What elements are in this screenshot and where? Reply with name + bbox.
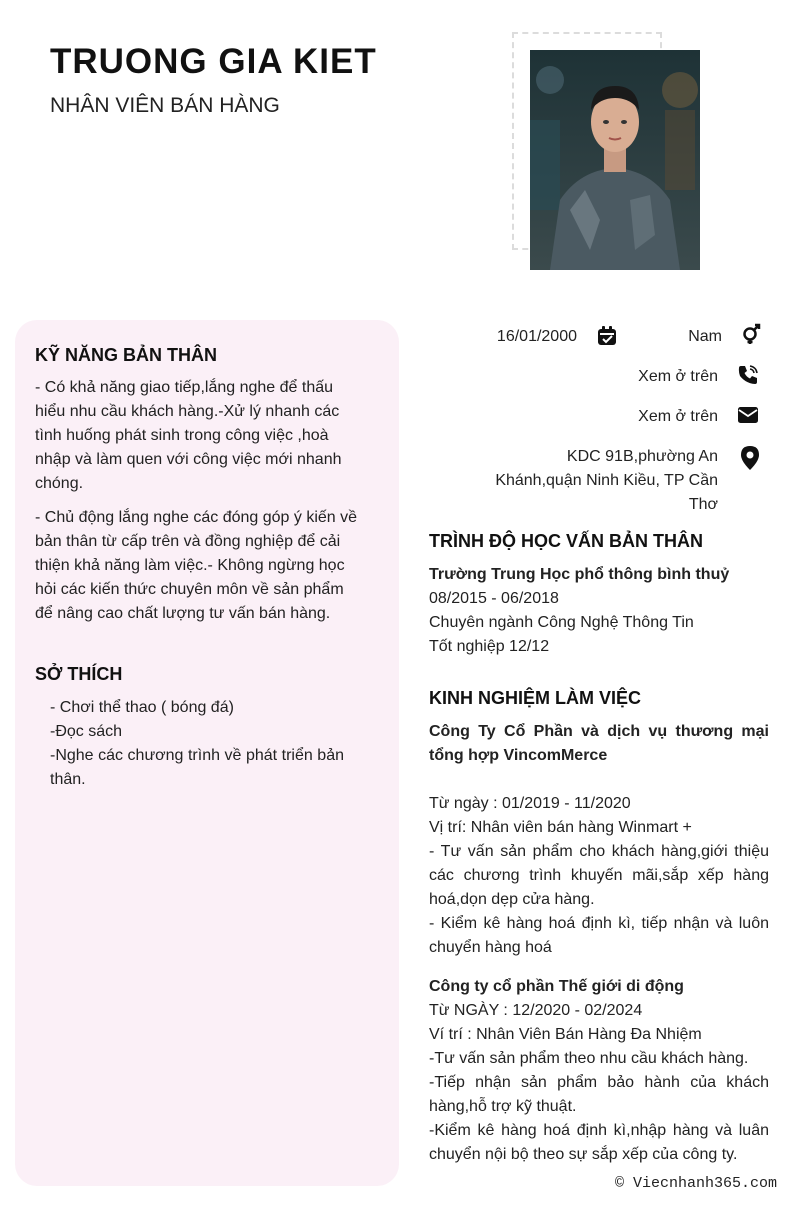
job-duty: -Tiếp nhận sản phẩm bảo hành của khách hàng,hỗ trợ kỹ thuật.	[429, 1074, 769, 1115]
candidate-name: TRUONG GIA KIET	[50, 42, 377, 81]
calendar-icon	[596, 325, 618, 347]
profile-photo	[530, 50, 700, 270]
education-graduation: Tốt nghiệp 12/12	[429, 638, 550, 655]
job-duty: - Tư vấn sản phẩm cho khách hàng,giới thiệu các chương trình khuyến mãi,sắp xếp hàng hoá,dọn dẹp cửa hàng.	[429, 843, 769, 908]
job-role: Vị trí: Nhân viên bán hàng Winmart +	[429, 819, 692, 836]
hobby-item: -Nghe các chương trình về phát triển bản thân.	[50, 747, 344, 788]
gender-value: Nam	[688, 328, 722, 345]
job-company: Công Ty Cổ Phần và dịch vụ thương mại tổng hợp VincomMerce	[429, 723, 769, 764]
job-period: Từ ngày : 01/2019 - 11/2020	[429, 795, 631, 812]
skills-paragraph-1: - Có khả năng giao tiếp,lắng nghe để thấu hiểu nhu cầu khách hàng.-Xử lý nhanh các tình huống phát sinh trong công việc ,hoà nhập và làm quen với công việc mới nhanh chóng.	[35, 379, 342, 492]
gender-icon	[740, 323, 762, 345]
hobby-item: -Đọc sách	[50, 723, 123, 740]
job-duty: -Tư vấn sản phẩm theo nhu cầu khách hàng.	[429, 1050, 749, 1067]
job-1	[429, 720, 769, 960]
education-major: Chuyên ngành Công Nghệ Thông Tin	[429, 614, 694, 631]
birthdate-value: 16/01/2000	[496, 328, 577, 345]
address-line: Thơ	[688, 496, 718, 513]
location-icon	[738, 445, 762, 471]
address-line: Khánh,quận Ninh Kiều, TP Cần	[495, 472, 718, 489]
school-name: Trường Trung Học phổ thông bình thuỷ	[429, 566, 730, 583]
job-position: NHÂN VIÊN BÁN HÀNG	[50, 94, 280, 117]
job-2	[429, 975, 769, 1167]
education-title: TRÌNH ĐỘ HỌC VẤN BẢN THÂN	[429, 531, 703, 551]
job-duty: -Kiểm kê hàng hoá định kì,nhập hàng và luân chuyển nội bộ theo sự sắp xếp của công ty.	[429, 1122, 769, 1163]
hobbies-title: SỞ THÍCH	[35, 664, 123, 684]
address-line: KDC 91B,phường An	[566, 448, 718, 465]
job-duty: - Kiểm kê hàng hoá định kì, tiếp nhận và luôn chuyển hàng hoá	[429, 915, 769, 956]
phone-value: Xem ở trên	[638, 368, 718, 385]
skills-title: KỸ NĂNG BẢN THÂN	[35, 345, 217, 365]
job-role: Ví trí : Nhân Viên Bán Hàng Đa Nhiệm	[429, 1026, 702, 1043]
job-company: Công ty cổ phần Thế giới di động	[429, 978, 684, 995]
education-period: 08/2015 - 06/2018	[429, 590, 559, 607]
address-value	[470, 445, 718, 517]
education-block	[429, 563, 769, 659]
footer-copyright: © Viecnhanh365.com	[614, 1175, 777, 1192]
email-value: Xem ở trên	[638, 408, 718, 425]
phone-icon	[737, 364, 759, 386]
email-icon	[737, 404, 759, 426]
skills-paragraph-2: - Chủ động lắng nghe các đóng góp ý kiến về bản thân từ cấp trên và đồng nghiệp để cải thiện khả năng làm việc.- Không ngừng học hỏi các kiến thức chuyên môn về sản phẩm để nâng cao chất lượng tư vấn bán hàng.	[35, 509, 358, 622]
hobby-item: - Chơi thể thao ( bóng đá)	[50, 699, 234, 716]
job-period: Từ NGÀY : 12/2020 - 02/2024	[429, 1002, 643, 1019]
experience-title: KINH NGHIỆM LÀM VIỆC	[429, 688, 642, 708]
hobbies-list	[50, 696, 344, 792]
